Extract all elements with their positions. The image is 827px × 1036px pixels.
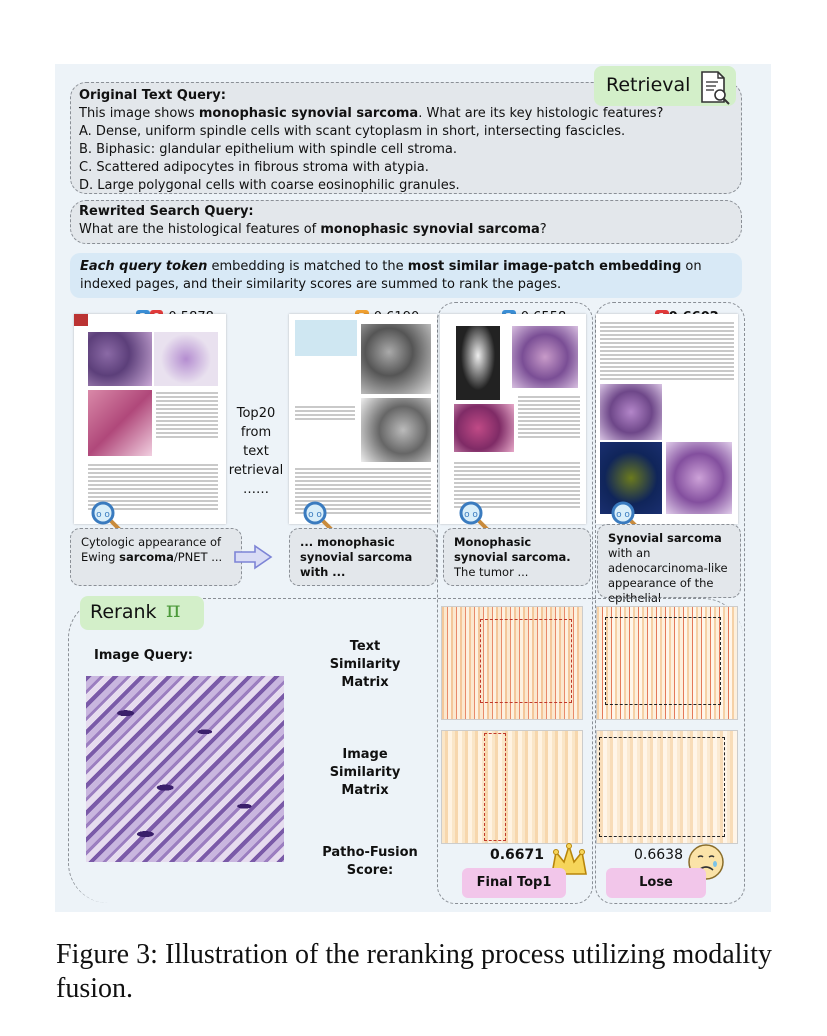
top20-note: Top20 from text retrieval …… xyxy=(228,406,284,497)
page-thumbnail-rank-3 xyxy=(289,314,437,524)
svg-text:o o: o o xyxy=(96,510,110,520)
fusion-score-candidate-a: 0.6671 xyxy=(490,847,545,863)
option-d: D. Large polygonal cells with coarse eosinophilic granules. xyxy=(79,178,460,193)
text-similarity-label: Text Similarity Matrix xyxy=(329,639,401,690)
page-thumbnail-rank-20 xyxy=(74,314,226,524)
retrieval-tag: Retrieval xyxy=(594,66,736,106)
image-similarity-heatmap-candidate-b xyxy=(596,730,738,844)
explanation-text: Each query token embedding is matched to the most similar image-patch embedding on indexed pages, and their similarity scores are summed to rank the pages. xyxy=(80,259,702,292)
svg-text:o o: o o xyxy=(616,510,630,520)
page-caption-rank-2: Monophasic synovial sarcoma. The tumor ... xyxy=(443,528,591,586)
page-caption-rank-1: Synovial sarcoma with an adenocarcinoma-like appearance of the epithelial xyxy=(597,524,741,598)
option-c: C. Scattered adipocytes in fibrous stroma with atypia. xyxy=(79,160,429,175)
fusion-score-label: Patho-Fusion Score: xyxy=(322,845,418,878)
image-similarity-label: Image Similarity Matrix xyxy=(329,747,401,798)
text-similarity-heatmap-candidate-b xyxy=(596,606,738,720)
image-query-histology xyxy=(86,676,284,862)
final-top1-badge: Final Top1 xyxy=(462,868,566,898)
rewritten-query-heading: Rewrited Search Query: xyxy=(79,204,254,219)
image-similarity-heatmap-candidate-a xyxy=(441,730,583,844)
rerank-tag: Rerank π xyxy=(80,596,204,630)
page-caption-rank-20: Cytologic appearance of Ewing sarcoma/PNET ... xyxy=(70,528,242,586)
rewritten-query-text: What are the histological features of monophasic synovial sarcoma? xyxy=(79,222,547,237)
option-a: A. Dense, uniform spindle cells with scant cytoplasm in short, intersecting fascicles. xyxy=(79,124,626,139)
document-search-icon xyxy=(698,70,732,106)
page-thumbnail-rank-1 xyxy=(596,314,738,524)
page-thumbnail-rank-2 xyxy=(440,314,586,524)
svg-text:o o: o o xyxy=(464,510,478,520)
page-caption-rank-3: ... monophasic synovial sarcoma with ... xyxy=(289,528,437,586)
rewritten-query-box xyxy=(70,200,742,244)
svg-text:o o: o o xyxy=(308,510,322,520)
text-similarity-heatmap-candidate-a xyxy=(441,606,583,720)
pi-icon: π xyxy=(166,598,181,623)
figure-caption: Figure 3: Illustration of the reranking process utilizing modality fusion. xyxy=(56,939,772,1004)
image-query-label: Image Query: xyxy=(94,648,194,663)
original-query-line: This image shows monophasic synovial sarcoma. What are its key histologic features? xyxy=(79,106,664,121)
option-b: B. Biphasic: glandular epithelium with spindle cell stroma. xyxy=(79,142,458,157)
right-arrow-icon xyxy=(233,544,273,570)
fusion-score-candidate-b: 0.6638 xyxy=(634,847,683,863)
original-query-heading: Original Text Query: xyxy=(79,88,226,103)
explanation-box xyxy=(70,253,742,298)
lose-badge: Lose xyxy=(606,868,706,898)
